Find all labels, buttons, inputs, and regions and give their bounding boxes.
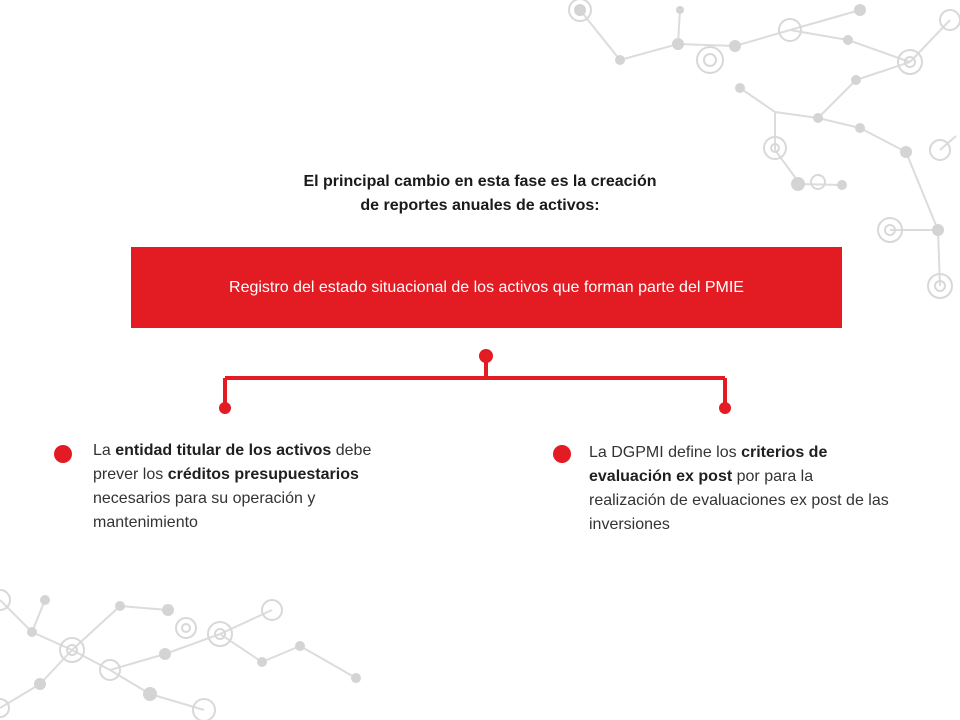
item-right-highlight-1: criterios de evaluación ex post <box>589 444 828 485</box>
banner-text: Registro del estado situacional de los activos que forman parte del PMIE <box>229 278 744 296</box>
item-left-text: La entidad titular de los activos debe prever los créditos presupuestarios necesarios para su operación y mantenimiento <box>93 442 372 531</box>
heading-line-1: El principal cambio en esta fase es la creación <box>303 173 657 190</box>
bullet-dot-right <box>553 445 571 463</box>
item-left-highlight-1: entidad titular de los activos <box>115 442 332 459</box>
connector-left-dot <box>219 402 231 414</box>
heading-line-2: de reportes anuales de activos: <box>360 197 600 214</box>
item-right-text: La DGPMI define los criterios de evaluación ex post por para la realización de evaluaciones ex post de las inversiones <box>589 444 889 533</box>
connector-top-dot <box>479 349 493 363</box>
bullet-dot-left <box>54 445 72 463</box>
connector-right-dot <box>719 402 731 414</box>
item-left-highlight-2: créditos presupuestarios <box>167 466 359 483</box>
